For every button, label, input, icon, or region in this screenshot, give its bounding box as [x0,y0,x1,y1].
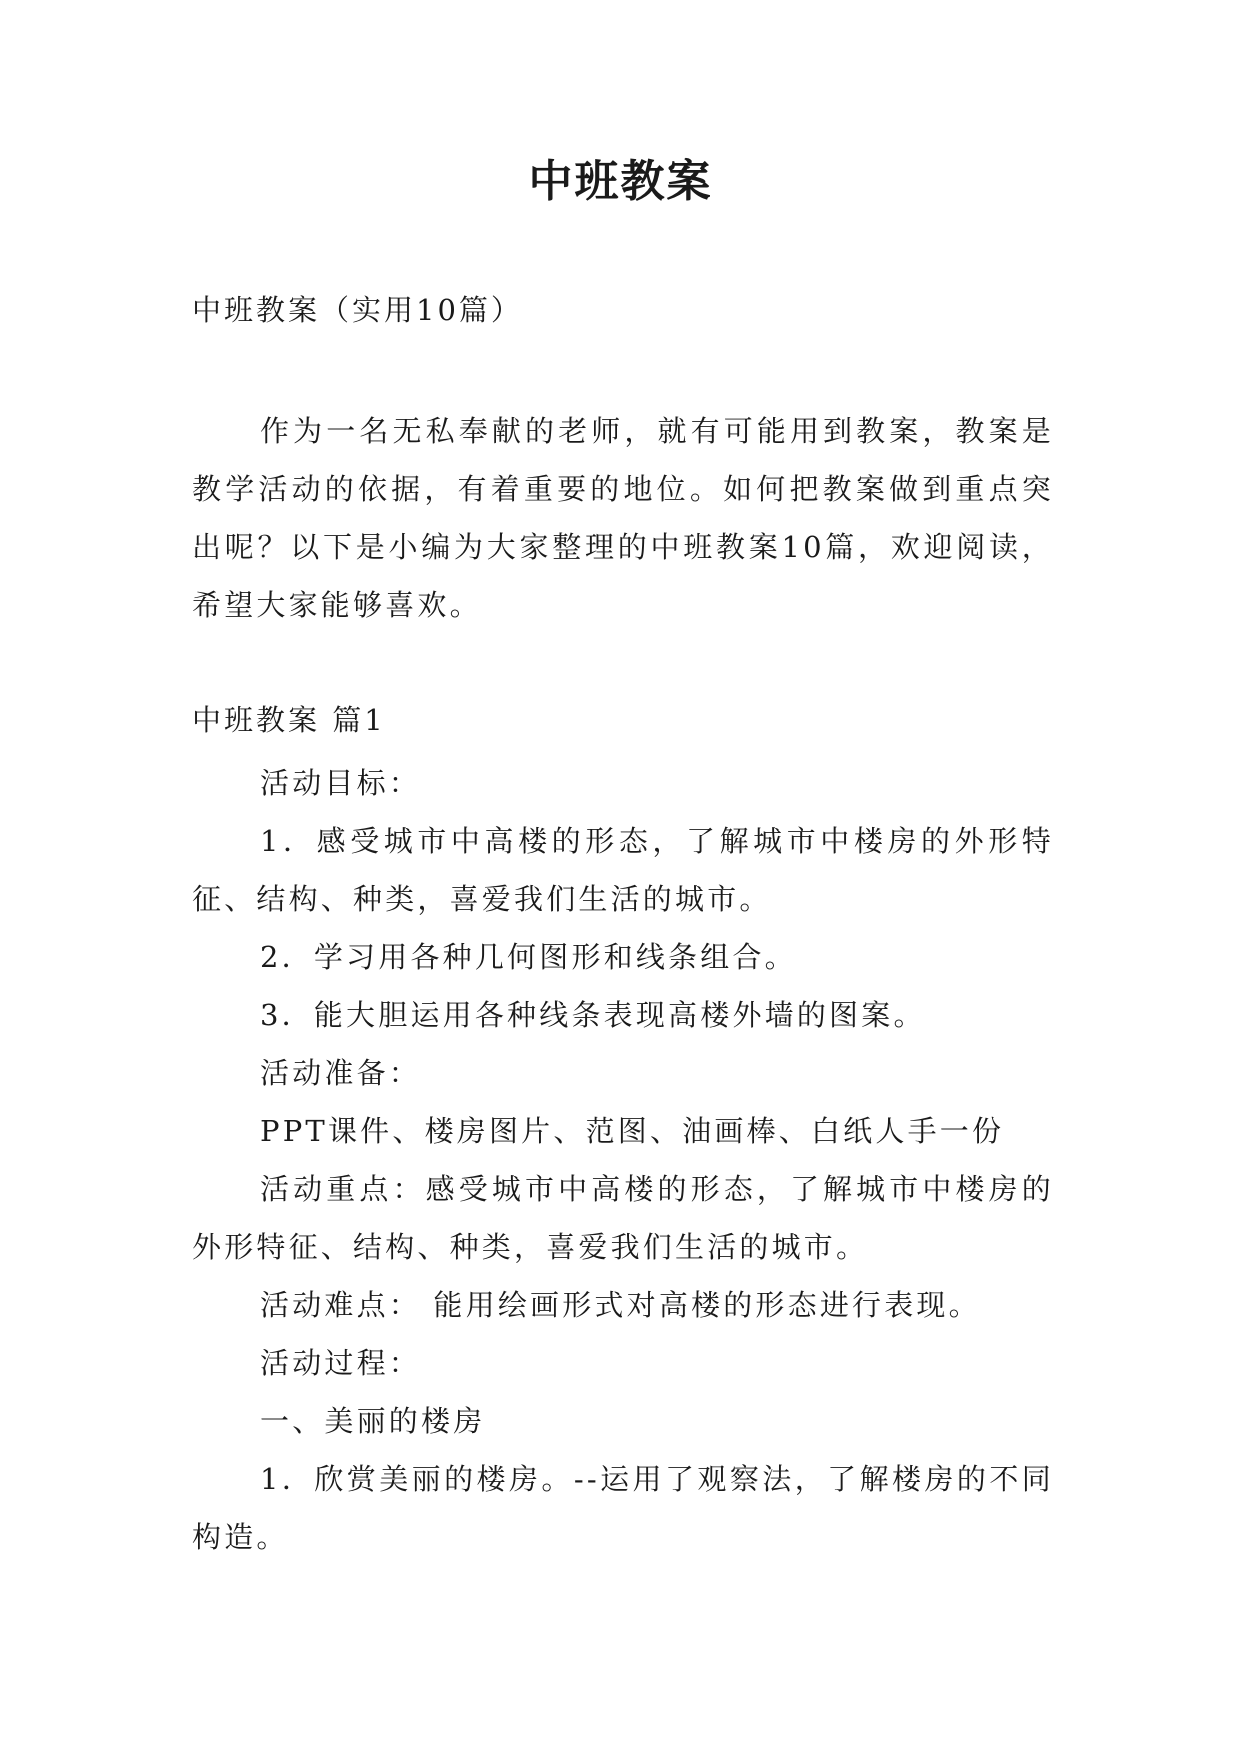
section-paragraph: 活动目标： [260,766,422,800]
section-paragraph: 1．感受城市中高楼的形态，了解城市中楼房的外形特征、结构、种类，喜爱我们生活的城市。 [192,824,1054,916]
section-paragraph: 活动难点： 能用绘画形式对高楼的形态进行表现。 [260,1288,981,1322]
section-paragraph: 1．欣赏美丽的楼房。--运用了观察法，了解楼房的不同构造。 [192,1462,1054,1554]
section-paragraph: 活动过程： [260,1346,422,1380]
section-body [192,754,1054,1566]
intro-paragraph: 作为一名无私奉献的老师，就有可能用到教案，教案是教学活动的依据，有着重要的地位。如何把教案做到重点突出呢？以下是小编为大家整理的中班教案10篇，欢迎阅读，希望大家能够喜欢。 [192,414,1054,622]
section-paragraph: 3．能大胆运用各种线条表现高楼外墙的图案。 [260,998,926,1032]
document-title: 中班教案 [528,156,713,207]
section-paragraph: 2．学习用各种几何图形和线条组合。 [260,940,797,974]
section-paragraph: 活动准备： [260,1056,422,1090]
section-paragraph: 活动重点：感受城市中高楼的形态，了解城市中楼房的外形特征、结构、种类，喜爱我们生活的城市。 [192,1172,1054,1264]
section-heading: 中班教案 篇1 [192,703,386,737]
document-subtitle: 中班教案（实用10篇） [192,293,523,327]
section-paragraph: PPT课件、楼房图片、范图、油画棒、白纸人手一份 [260,1114,1005,1148]
section-paragraph: 一、美丽的楼房 [260,1404,486,1438]
